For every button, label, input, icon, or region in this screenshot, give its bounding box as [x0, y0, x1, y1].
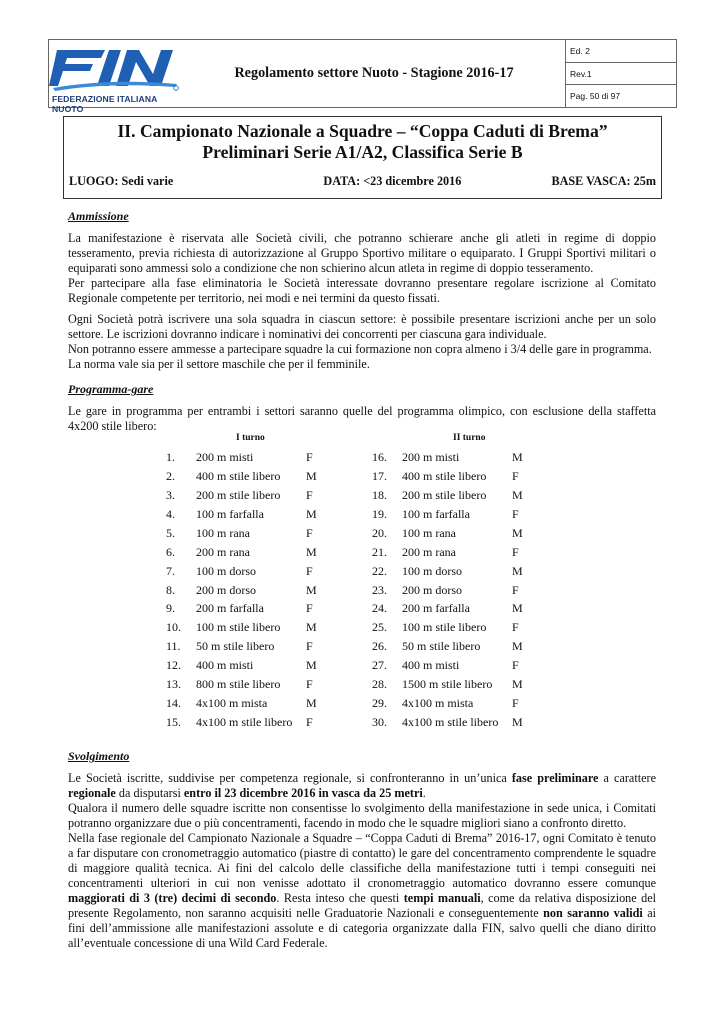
- race-name: 200 m misti: [402, 449, 460, 464]
- race-row: [166, 505, 322, 524]
- race-name: 200 m stile libero: [196, 487, 281, 502]
- race-name: 200 m farfalla: [196, 601, 264, 616]
- race-sector: F: [512, 506, 519, 521]
- race-sector: F: [306, 601, 313, 616]
- race-name: 100 m stile libero: [196, 620, 281, 635]
- race-sector: F: [306, 563, 313, 578]
- race-sector: M: [306, 468, 317, 483]
- race-name: 800 m stile libero: [196, 677, 281, 692]
- event-date: DATA: <23 dicembre 2016: [323, 174, 462, 188]
- race-row: [166, 543, 322, 562]
- race-name: 400 m stile libero: [196, 468, 281, 483]
- race-name: 4x100 m mista: [402, 696, 474, 711]
- race-number: 28.: [372, 677, 387, 692]
- race-number: 9.: [166, 601, 175, 616]
- race-sector: M: [512, 449, 523, 464]
- race-sector: M: [512, 639, 523, 654]
- race-name: 100 m farfalla: [402, 506, 470, 521]
- race-row: [166, 656, 322, 675]
- page-header: [48, 39, 677, 114]
- race-number: 24.: [372, 601, 387, 616]
- race-number: 8.: [166, 582, 175, 597]
- race-sector: F: [306, 715, 313, 730]
- race-row: [166, 600, 322, 619]
- race-name: 200 m stile libero: [402, 487, 487, 502]
- event-info-row: [69, 174, 656, 189]
- race-sector: F: [512, 658, 519, 673]
- section-heading: Ammissione: [68, 209, 129, 223]
- turno-2-label: II turno: [453, 433, 486, 443]
- race-row: [372, 562, 528, 581]
- race-number: 12.: [166, 658, 181, 673]
- race-sector: M: [306, 582, 317, 597]
- race-number: 14.: [166, 696, 181, 711]
- race-row: [372, 694, 528, 713]
- race-sector: M: [306, 658, 317, 673]
- race-name: 4x100 m stile libero: [196, 715, 293, 730]
- paragraph: Le gare in programma per entrambi i settori saranno quelle del programma olimpico, con esclusione della staffetta 4x200 stile libero:: [68, 404, 656, 433]
- race-number: 19.: [372, 506, 387, 521]
- race-row: [166, 562, 322, 581]
- section-svolgimento: [68, 749, 656, 951]
- race-number: 1.: [166, 449, 175, 464]
- race-row: [372, 637, 528, 656]
- race-row: [372, 675, 528, 694]
- race-row: [372, 713, 528, 732]
- document-title: Regolamento settore Nuoto - Stagione 2016-17: [234, 65, 514, 81]
- turno-1-list: [166, 448, 322, 732]
- race-sector: M: [306, 696, 317, 711]
- race-row: [372, 448, 528, 467]
- paragraph: Nella fase regionale del Campionato Nazionale a Squadre – “Coppa Caduti di Brema” 2016-17, ogni Comitato è tenuto a far disputare con cronometraggio automatico (piastre di contatto) le gare del concentramento comprendente le squadre di maggiore qualità tecnica. Ai fini del calcolo delle classifiche della manifestazione tutti i tempi conseguiti nei concentramenti ulteriori in cui non venisse adottato il cronometraggio automatico dovranno essere comunque maggiorati di 3 (tre) decimi di secondo. Resta inteso che questi tempi manuali, come da relativa disposizione del presente Regolamento, non saranno acquisiti nelle Graduatorie Nazionali e conseguentemente non saranno validi ai fini dell’ammissione alle manifestazioni assolute e di categoria organizzate dalla FIN, salvo quelli che diano diritto all’eventuale concessione di una Wild Card Federale.: [68, 831, 657, 950]
- race-sector: F: [306, 449, 313, 464]
- race-row: [372, 467, 528, 486]
- race-number: 21.: [372, 544, 387, 559]
- race-name: 100 m farfalla: [196, 506, 264, 521]
- race-row: [166, 694, 322, 713]
- race-row: [372, 543, 528, 562]
- race-name: 200 m misti: [196, 449, 254, 464]
- turno-1-label: I turno: [236, 433, 265, 443]
- race-sector: F: [512, 582, 519, 597]
- revision-label: Rev.1: [566, 63, 676, 86]
- race-number: 13.: [166, 677, 181, 692]
- race-sector: M: [306, 506, 317, 521]
- race-number: 5.: [166, 525, 175, 540]
- section-heading: Programma-gare: [68, 382, 154, 396]
- race-number: 20.: [372, 525, 387, 540]
- section-programma: [68, 382, 656, 434]
- race-number: 27.: [372, 658, 387, 673]
- race-number: 25.: [372, 620, 387, 635]
- federation-name: FEDERAZIONE ITALIANA NUOTO: [52, 94, 158, 114]
- race-name: 200 m dorso: [402, 582, 462, 597]
- race-row: [372, 581, 528, 600]
- race-name: 100 m dorso: [402, 563, 462, 578]
- race-name: 100 m rana: [196, 525, 250, 540]
- race-number: 2.: [166, 468, 175, 483]
- race-sector: F: [512, 696, 519, 711]
- event-location: LUOGO: Sedi varie: [69, 174, 174, 188]
- race-name: 50 m stile libero: [196, 639, 275, 654]
- race-sector: F: [512, 620, 519, 635]
- race-row: [372, 656, 528, 675]
- race-row: [166, 713, 322, 732]
- race-sector: F: [306, 487, 313, 502]
- race-number: 26.: [372, 639, 387, 654]
- race-sector: F: [512, 468, 519, 483]
- paragraph: Per partecipare alla fase eliminatoria le Società interessate dovranno presentare regolare iscrizione al Comitato Regionale competente per territorio, nei modi e nei termini da questo fissati.: [68, 276, 656, 305]
- race-row: [166, 581, 322, 600]
- document-meta: [565, 40, 676, 107]
- race-row: [166, 637, 322, 656]
- race-sector: M: [306, 620, 317, 635]
- paragraph: Qualora il numero delle squadre iscritte non consentisse lo svolgimento della manifestazione in sede unica, i Comitati potranno organizzare due o più concentramenti, facendo in modo che le squadre migliori siano a confronto diretto.: [68, 801, 656, 830]
- race-row: [372, 505, 528, 524]
- race-row: [372, 524, 528, 543]
- race-sector: M: [512, 525, 523, 540]
- race-number: 11.: [166, 639, 181, 654]
- race-row: [166, 675, 322, 694]
- race-row: [166, 448, 322, 467]
- race-name: 100 m stile libero: [402, 620, 487, 635]
- page-number: Pag. 50 di 97: [570, 91, 621, 102]
- race-name: 4x100 m stile libero: [402, 715, 499, 730]
- race-number: 7.: [166, 563, 175, 578]
- race-row: [372, 600, 528, 619]
- race-number: 6.: [166, 544, 175, 559]
- race-name: 200 m dorso: [196, 582, 256, 597]
- event-title-box: [63, 116, 662, 199]
- race-sector: M: [512, 563, 523, 578]
- event-title: II. Campionato Nazionale a Squadre – “Coppa Caduti di Brema”: [117, 121, 608, 141]
- race-name: 200 m farfalla: [402, 601, 470, 616]
- race-number: 10.: [166, 620, 181, 635]
- race-row: [166, 618, 322, 637]
- race-sector: M: [512, 487, 523, 502]
- paragraph: La manifestazione è riservata alle Società civili, che potranno schierare anche gli atleti in regime di doppio tesseramento, previa richiesta di autorizzazione al Gruppo Sportivo militare o equiparato. I Gruppi Sportivi militari o equiparati sono ammessi solo a condizione che non schierino alcun atleta in regime di doppio tesseramento.: [68, 231, 656, 275]
- race-row: [166, 524, 322, 543]
- race-name: 200 m rana: [402, 544, 456, 559]
- race-row: [166, 486, 322, 505]
- race-sector: M: [512, 677, 523, 692]
- race-name: 1500 m stile libero: [402, 677, 493, 692]
- paragraph: Ogni Società potrà iscrivere una sola squadra in ciascun settore: è possibile presentare iscrizioni anche per un solo settore. Le iscrizioni dovranno indicare i nominativi dei concorrenti per ciascuna gara individuale.: [68, 312, 656, 341]
- paragraph: La norma vale sia per il settore maschile che per il femminile.: [68, 357, 370, 371]
- race-name: 400 m misti: [402, 658, 460, 673]
- section-ammissione: [68, 209, 656, 372]
- race-number: 3.: [166, 487, 175, 502]
- race-row: [372, 618, 528, 637]
- race-row: [166, 467, 322, 486]
- paragraph: Non potranno essere ammesse a partecipare squadre la cui formazione non copra almeno i 3/4 delle gare in programma.: [68, 342, 652, 356]
- race-number: 17.: [372, 468, 387, 483]
- event-pool: BASE VASCA: 25m: [551, 174, 656, 188]
- race-sector: F: [512, 544, 519, 559]
- race-number: 30.: [372, 715, 387, 730]
- fin-logo: [49, 40, 183, 114]
- race-sector: M: [306, 544, 317, 559]
- race-number: 16.: [372, 449, 387, 464]
- race-number: 18.: [372, 487, 387, 502]
- race-row: [372, 486, 528, 505]
- race-sector: M: [512, 601, 523, 616]
- race-name: 100 m rana: [402, 525, 456, 540]
- race-number: 22.: [372, 563, 387, 578]
- event-subtitle: Preliminari Serie A1/A2, Classifica Serie B: [202, 142, 523, 162]
- race-number: 4.: [166, 506, 175, 521]
- race-name: 200 m rana: [196, 544, 250, 559]
- race-sector: F: [306, 639, 313, 654]
- race-name: 50 m stile libero: [402, 639, 481, 654]
- race-sector: F: [306, 525, 313, 540]
- race-sector: M: [512, 715, 523, 730]
- race-number: 23.: [372, 582, 387, 597]
- race-name: 4x100 m mista: [196, 696, 268, 711]
- section-heading: Svolgimento: [68, 749, 130, 763]
- race-name: 400 m misti: [196, 658, 254, 673]
- paragraph: Le Società iscritte, suddivise per competenza regionale, si confronteranno in un’unica fase preliminare a carattere regionale da disputarsi entro il 23 dicembre 2016 in vasca da 25 metri.: [68, 771, 656, 800]
- race-sector: F: [306, 677, 313, 692]
- race-name: 400 m stile libero: [402, 468, 487, 483]
- edition-label: Ed. 2: [566, 40, 676, 63]
- turno-2-list: [372, 448, 528, 732]
- race-name: 100 m dorso: [196, 563, 256, 578]
- race-number: 29.: [372, 696, 387, 711]
- race-number: 15.: [166, 715, 181, 730]
